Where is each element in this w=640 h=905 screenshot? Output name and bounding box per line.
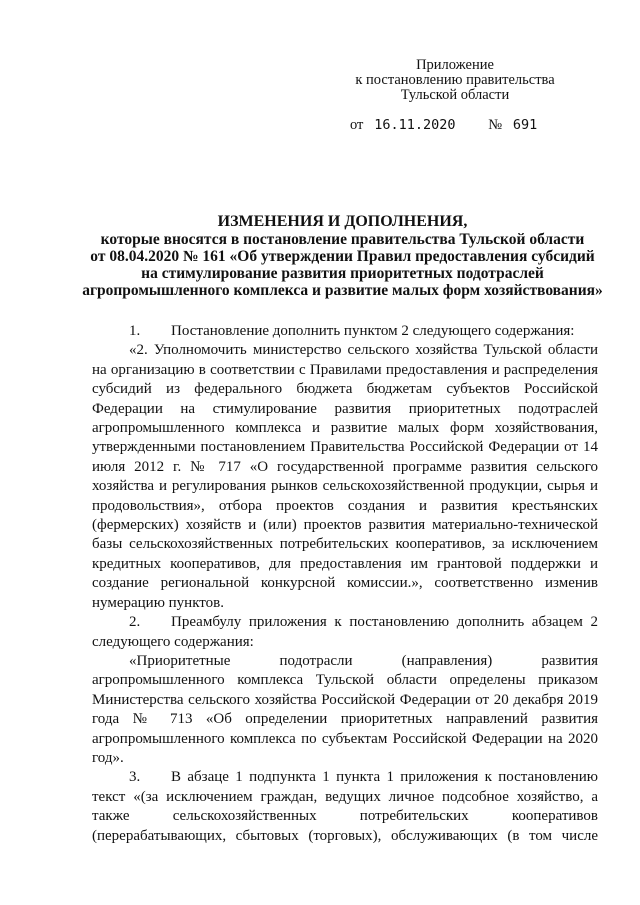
title-line-3: от 08.04.2020 № 161 «Об утверждении Правил предоставления субсидий (90, 248, 595, 265)
item-2 (92, 613, 598, 652)
title-line-2: которые вносятся в постановление правительства Тульской области (100, 231, 585, 248)
item-1-text: Постановление дополнить пунктом 2 следующего содержания: (171, 323, 575, 339)
title-line-5: агропромышленного комплекса и развитие малых форм хозяйствования» (82, 282, 603, 299)
appendix-line-3: Тульской области (400, 87, 510, 103)
item-2-text: Преамбулу приложения к постановлению дополнить абзацем 2 следующего содержания: (92, 614, 598, 650)
number-prefix: № (488, 117, 503, 133)
appendix-line-1: Приложение (416, 57, 494, 73)
appendix-block (340, 58, 570, 103)
registration-line (350, 117, 537, 134)
appendix-line-2: к постановлению правительства (355, 72, 555, 88)
date-prefix: от (350, 117, 364, 133)
item-3-number: 3. (129, 769, 141, 786)
registration-date: 16.11.2020 (374, 117, 456, 133)
item-1-quote: «2. Уполномочить министерство сельского хозяйства Тульской области на организацию в соответствии с Правилами предоставления и распределения субсидий из федерального бюджета бюджетам субъектов Российской Федерации на стимулирование развития приоритетных подотраслей агропромышленного комплекса и развитие малых форм хозяйствования, утвержденными постановлением Правительства Российской Федерации от 14 июля 2012 г. № 717 «О государственной программе развития сельского хозяйства и регулирования рынков сельскохозяйственной продукции, сырья и продовольствия», отбора проектов создания и развития крестьянских (фермерских) хозяйств и (или) проектов развития материально-технической базы сельскохозяйственных потребительских кооперативов, за исключением кредитных кооперативов, для предоставления им грантовой поддержки и создание региональной конкурсной комиссии.», соответственно изменив нумерацию пунктов. (92, 342, 598, 611)
registration-number: 691 (512, 117, 538, 133)
title-heading: ИЗМЕНЕНИЯ И ДОПОЛНЕНИЯ, (217, 213, 468, 230)
document-title (80, 213, 605, 299)
item-1-number: 1. (129, 323, 141, 339)
item-3 (92, 768, 598, 846)
document-body (92, 322, 598, 846)
item-2-quote: «Приоритетные подотрасли (направления) развития агропромышленного комплекса Тульской области определены приказом Министерства сельского хозяйства Российской Федерации от 20 декабря 2019 года № 713 «Об определении приоритетных направлений развития агропромышленного комплекса по субъектам Российской Федерации на 2020 год». (92, 652, 598, 766)
item-1 (92, 322, 598, 341)
item-2-number: 2. (129, 614, 141, 631)
title-line-4: на стимулирование развития приоритетных подотраслей (141, 265, 544, 282)
item-3-text: В абзаце 1 подпункта 1 пункта 1 приложения к постановлению текст «(за исключением граждан, ведущих личное подсобное хозяйство, а также сельскохозяйственных потребительских кооперативов (перерабатывающих, сбытовых (торговых), обслуживающих (в том числе (92, 769, 598, 844)
